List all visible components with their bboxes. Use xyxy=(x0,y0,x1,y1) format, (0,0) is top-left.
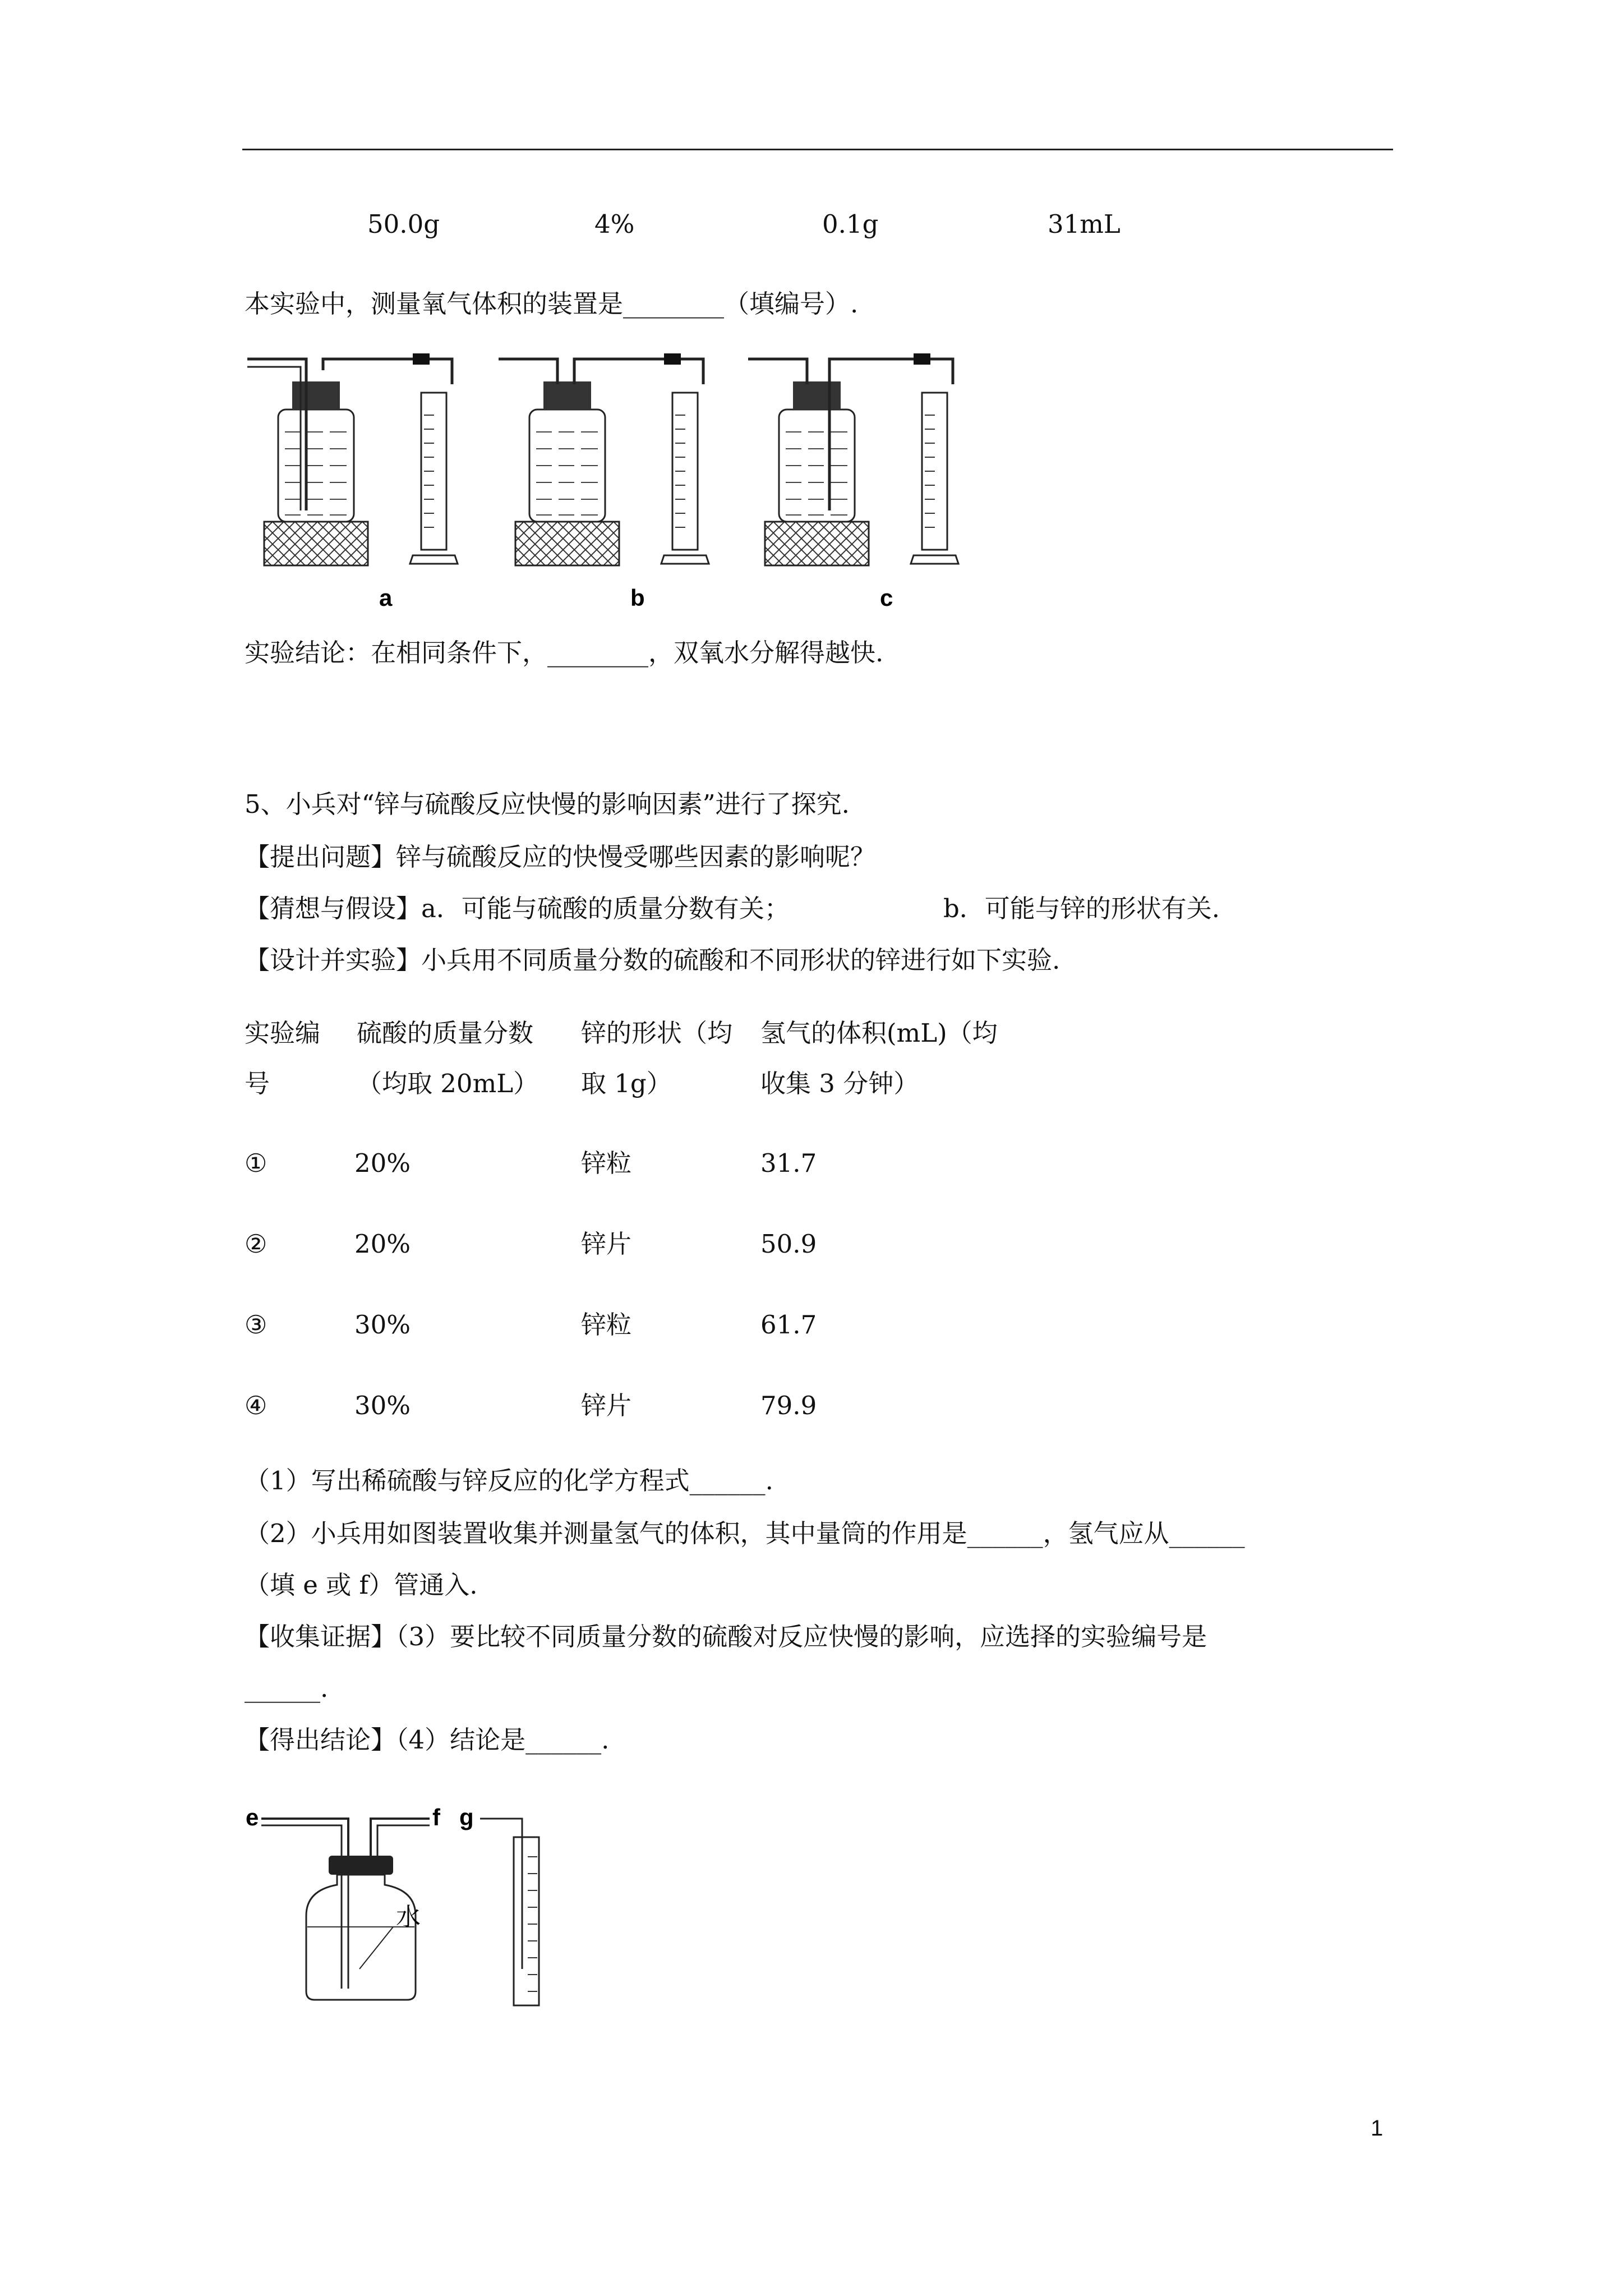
table-header-1b: 号 xyxy=(245,1069,270,1098)
value-catalyst: 0.1g xyxy=(822,209,879,239)
table-cell: 锌片 xyxy=(581,1391,632,1420)
figure-oxygen-apparatus xyxy=(245,337,1018,623)
q5-problem: 【提出问题】锌与硫酸反应的快慢受哪些因素的影响呢？ xyxy=(245,842,876,872)
table-header-1a: 实验编 xyxy=(245,1018,321,1048)
sub-question-4: 【得出结论】（4）结论是______. xyxy=(245,1725,610,1755)
label-c: c xyxy=(880,585,893,611)
table-header-3a: 锌的形状（均 xyxy=(581,1018,733,1048)
table-header-3b: 取 1g） xyxy=(581,1069,672,1098)
value-volume: 31mL xyxy=(1048,209,1121,239)
label-g: g xyxy=(459,1804,474,1830)
table-cell: 79.9 xyxy=(760,1391,817,1420)
header-rule xyxy=(242,149,1393,150)
q5-hypothesis-a: 【猜想与假设】a．可能与硫酸的质量分数有关； xyxy=(245,894,790,923)
label-e: e xyxy=(246,1804,259,1830)
sub-question-2-line1: （2）小兵用如图装置收集并测量氢气的体积，其中量筒的作用是______，氢气应从______ xyxy=(245,1519,1245,1548)
figure-hydrogen-apparatus xyxy=(245,1801,592,2014)
table-cell: 锌片 xyxy=(581,1229,632,1259)
table-cell: 30% xyxy=(354,1310,411,1340)
q5-hypothesis-b: b．可能与锌的形状有关. xyxy=(943,894,1220,923)
table-cell: ③ xyxy=(245,1310,268,1340)
table-cell: 20% xyxy=(354,1148,411,1178)
table-cell: ② xyxy=(245,1229,268,1259)
sub-question-1: （1）写出稀硫酸与锌反应的化学方程式______. xyxy=(245,1466,773,1496)
table-cell: 61.7 xyxy=(760,1310,817,1340)
table-header-4a: 氢气的体积(mL)（均 xyxy=(760,1018,998,1048)
sub-question-2-line2: （填 e 或 f）管通入. xyxy=(245,1570,478,1600)
q5-intro: 5、小兵对“锌与硫酸反应快慢的影响因素”进行了探究. xyxy=(245,789,850,819)
table-cell: 20% xyxy=(354,1229,411,1259)
table-cell: 30% xyxy=(354,1391,411,1420)
table-cell: 50.9 xyxy=(760,1229,817,1259)
apparatus-b xyxy=(499,353,709,611)
label-b: b xyxy=(630,585,645,611)
table-cell: ① xyxy=(245,1148,268,1178)
value-concentration: 4% xyxy=(594,209,635,239)
label-a: a xyxy=(379,585,393,611)
apparatus-c xyxy=(748,353,958,611)
label-water: 水 xyxy=(396,1903,421,1931)
table-header-2b: （均取 20mL） xyxy=(357,1069,539,1098)
q5-design: 【设计并实验】小兵用不同质量分数的硫酸和不同形状的锌进行如下实验. xyxy=(245,945,1061,975)
question-device: 本实验中，测量氧气体积的装置是________（填编号）. xyxy=(245,289,859,319)
apparatus-a xyxy=(247,353,458,611)
page-number: 1 xyxy=(1371,2116,1384,2141)
table-header-4b: 收集 3 分钟） xyxy=(760,1069,919,1098)
value-mass: 50.0g xyxy=(367,209,440,239)
sub-question-3-line1: 【收集证据】（3）要比较不同质量分数的硫酸对反应快慢的影响，应选择的实验编号是 xyxy=(245,1622,1207,1651)
table-cell: 锌粒 xyxy=(581,1148,632,1178)
table-cell: ④ xyxy=(245,1391,268,1420)
sub-question-3-line2: ______. xyxy=(245,1673,329,1703)
table-header-2a: 硫酸的质量分数 xyxy=(357,1018,534,1048)
label-f: f xyxy=(432,1804,440,1830)
table-cell: 31.7 xyxy=(760,1148,817,1178)
conclusion: 实验结论：在相同条件下，________，双氧水分解得越快. xyxy=(245,638,884,668)
table-cell: 锌粒 xyxy=(581,1310,632,1340)
